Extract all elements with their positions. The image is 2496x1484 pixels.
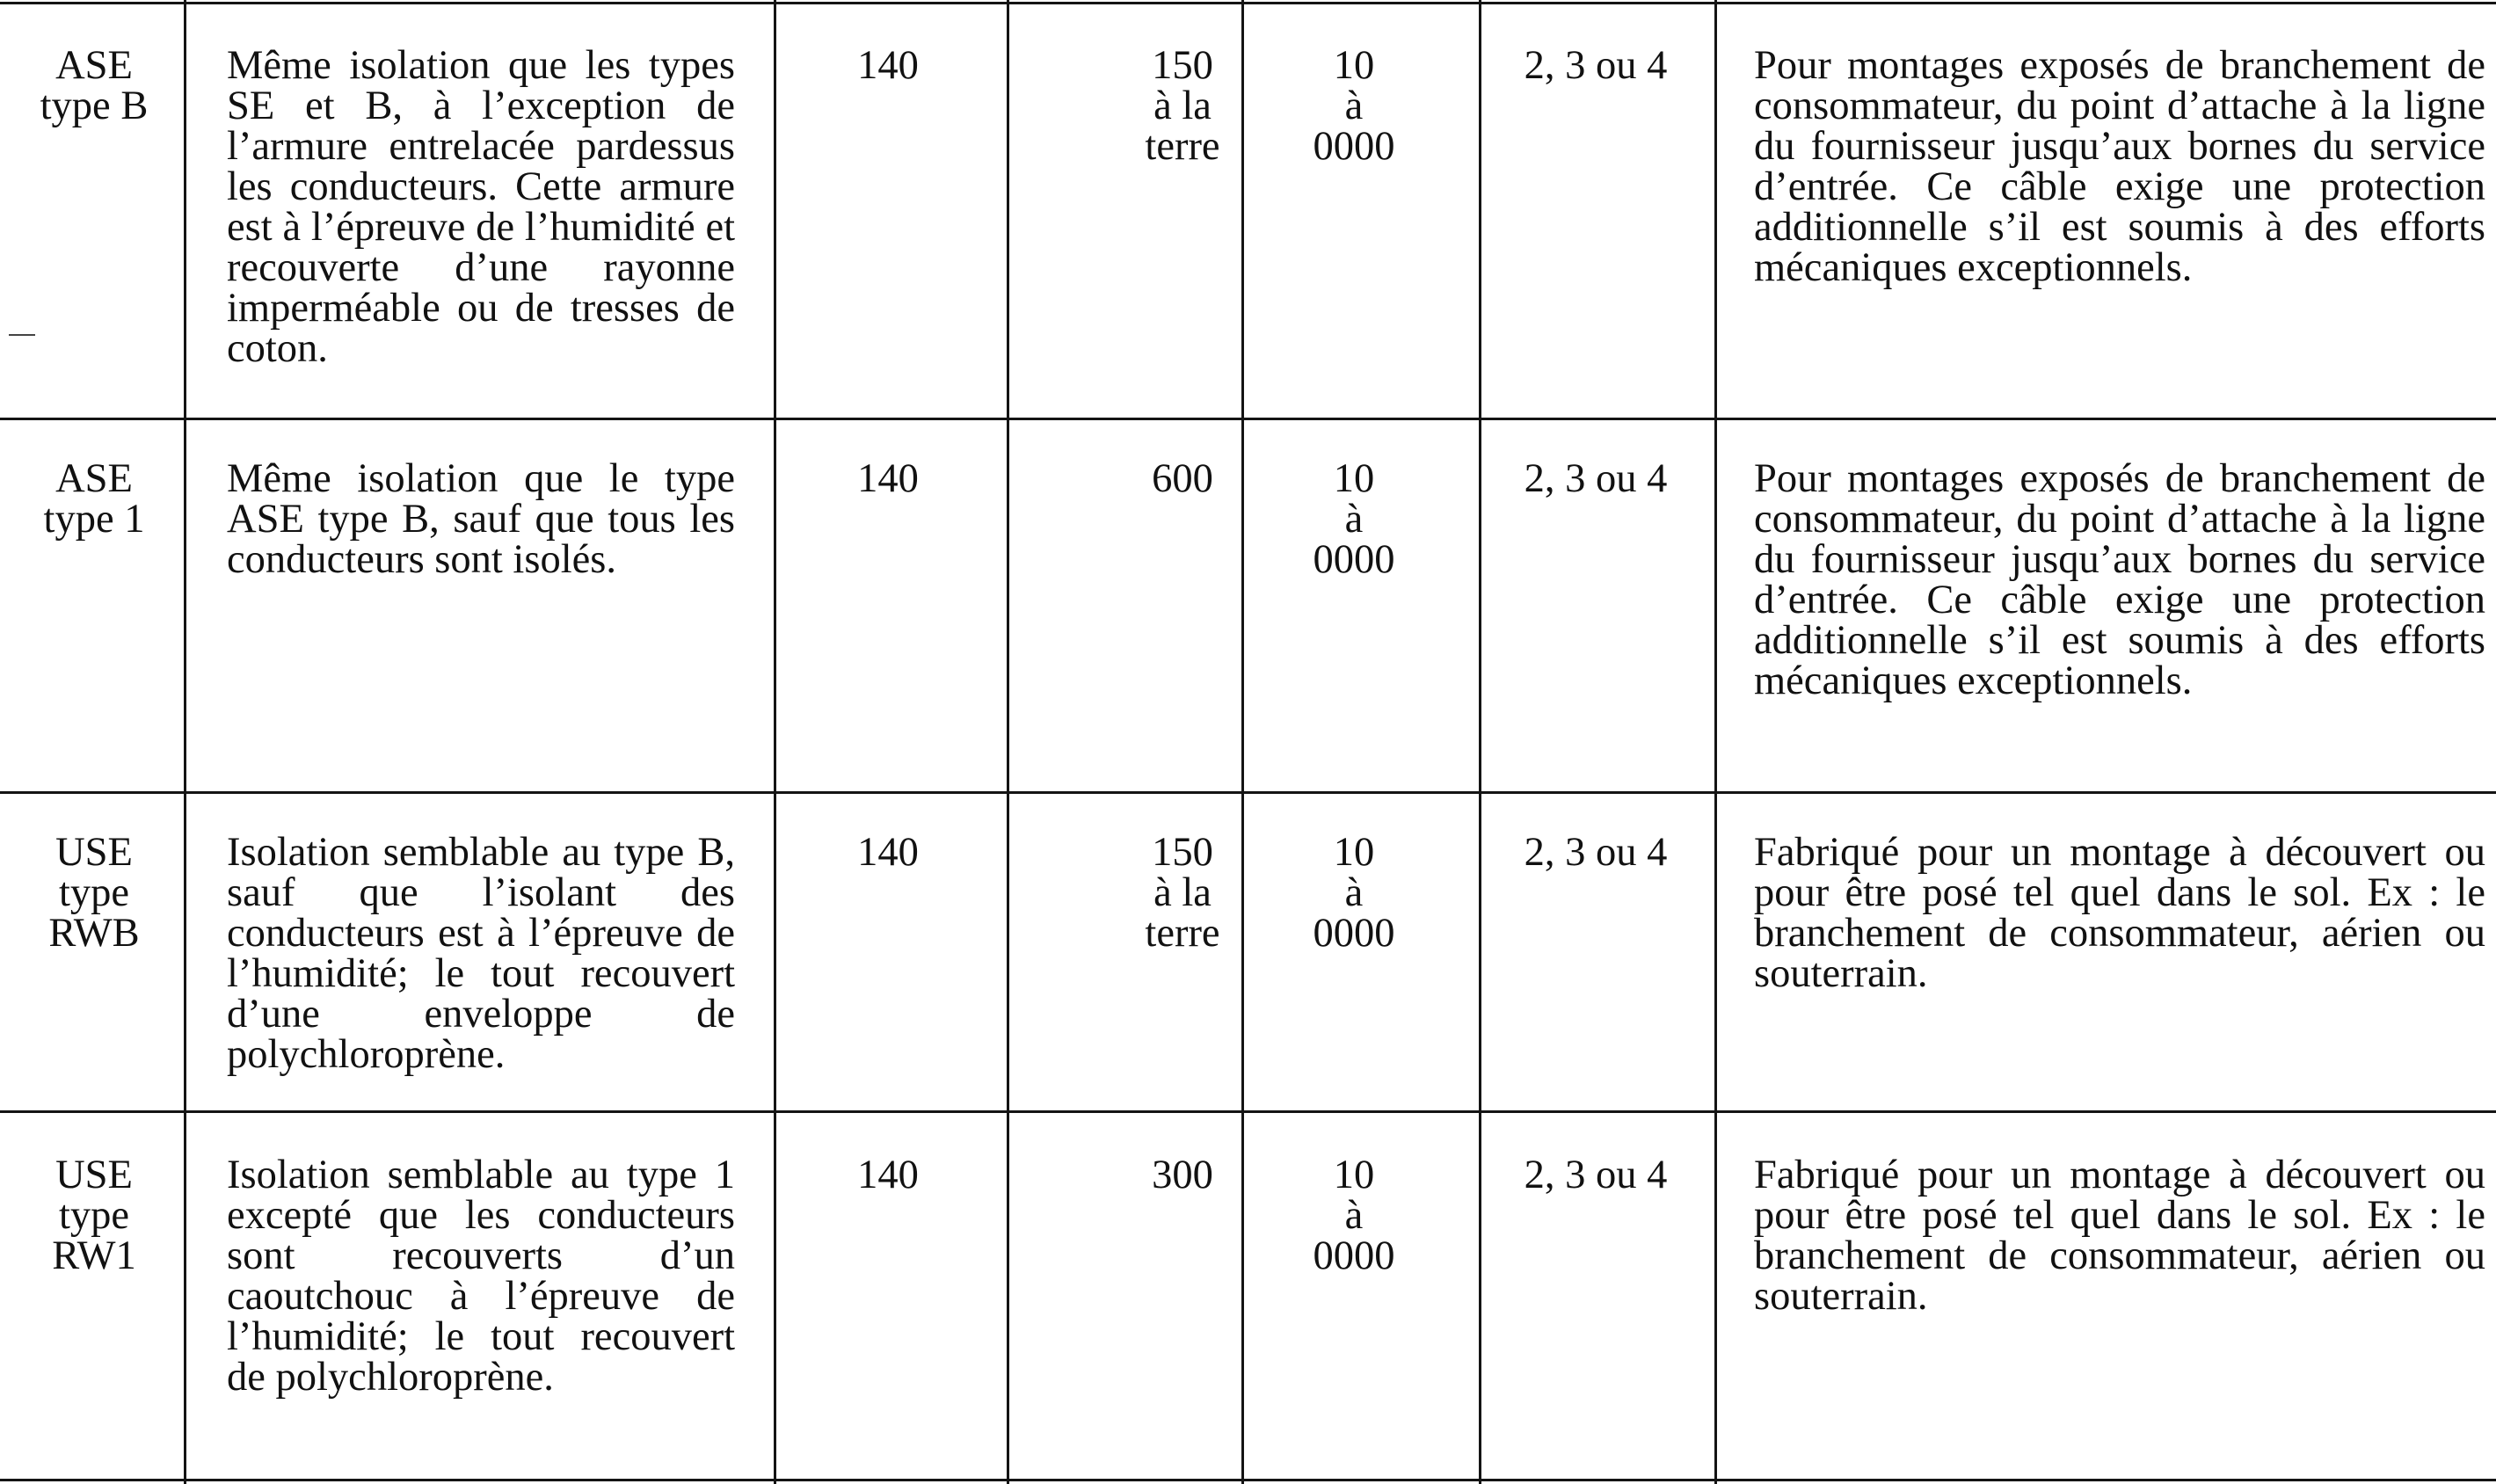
description-cell: Même isolation que les types SE et B, à l’exception de l’armure entrelacée pardessus les conducteurs. Cette armure est à l’épreuve de l’humidité et recouverte d’une rayonne imperméable ou de tresses de coton. (227, 43, 735, 371)
gauge-cell: 10 à 0000 (1313, 830, 1395, 956)
temperature-cell: 150 à la terre (1145, 43, 1220, 169)
temperature-cell: 600 (1152, 456, 1213, 501)
row-divider (0, 418, 2496, 420)
temperature-cell: 150 à la terre (1145, 830, 1220, 956)
column-divider (774, 0, 776, 1484)
voltage-cell: 140 (857, 830, 919, 875)
row-divider (0, 1110, 2496, 1113)
gauge-cell: 10 à 0000 (1313, 1153, 1395, 1278)
margin-mark (9, 334, 35, 336)
column-divider (1479, 0, 1481, 1484)
voltage-cell: 140 (857, 456, 919, 501)
voltage-cell: 140 (857, 1153, 919, 1197)
gauge-cell: 10 à 0000 (1313, 456, 1395, 582)
temperature-cell: 300 (1152, 1153, 1213, 1197)
cable-type-cell: USE type RWB (48, 830, 140, 956)
usage-cell: Pour montages exposés de branchement de consommateur, du point d’attache à la ligne du fournisseur jusqu’aux bornes du service d’entrée. Ce câble exige une protection additionnelle s’il est soumis à des efforts mécaniques exceptionnels. (1754, 456, 2485, 703)
table-bottom-rule (0, 1479, 2496, 1481)
conductors-cell: 2, 3 ou 4 (1524, 1153, 1668, 1197)
cable-type-cell: ASE type 1 (43, 456, 145, 542)
conductors-cell: 2, 3 ou 4 (1524, 43, 1668, 88)
conductors-cell: 2, 3 ou 4 (1524, 456, 1668, 501)
voltage-cell: 140 (857, 43, 919, 88)
cable-type-cell: USE type RW1 (52, 1153, 136, 1278)
description-cell: Isolation semblable au type B, sauf que l’isolant des conducteurs est à l’épreuve de l’humidité; le tout recouvert d’une enveloppe de polychloroprène. (227, 830, 735, 1077)
column-divider (184, 0, 186, 1484)
row-divider (0, 791, 2496, 794)
usage-cell: Fabriqué pour un montage à découvert ou pour être posé tel quel dans le sol. Ex : le branchement de consommateur, aérien ou souterrain. (1754, 830, 2485, 996)
column-divider (1007, 0, 1009, 1484)
description-cell: Isolation semblable au type 1 excepté que les conducteurs sont recouverts d’un caoutchouc à l’épreuve de l’humidité; le tout recouvert de polychloroprène. (227, 1153, 735, 1400)
column-divider (1714, 0, 1717, 1484)
gauge-cell: 10 à 0000 (1313, 43, 1395, 169)
description-cell: Même isolation que le type ASE type B, sauf que tous les conducteurs sont isolés. (227, 456, 735, 582)
usage-cell: Fabriqué pour un montage à découvert ou pour être posé tel quel dans le sol. Ex : le branchement de consommateur, aérien ou souterrain. (1754, 1153, 2485, 1319)
conductors-cell: 2, 3 ou 4 (1524, 830, 1668, 875)
table-top-rule (0, 2, 2496, 4)
cable-type-cell: ASE type B (40, 43, 149, 128)
usage-cell: Pour montages exposés de branchement de consommateur, du point d’attache à la ligne du fournisseur jusqu’aux bornes du service d’entrée. Ce câble exige une protection additionnelle s’il est soumis à des efforts mécaniques exceptionnels. (1754, 43, 2485, 290)
